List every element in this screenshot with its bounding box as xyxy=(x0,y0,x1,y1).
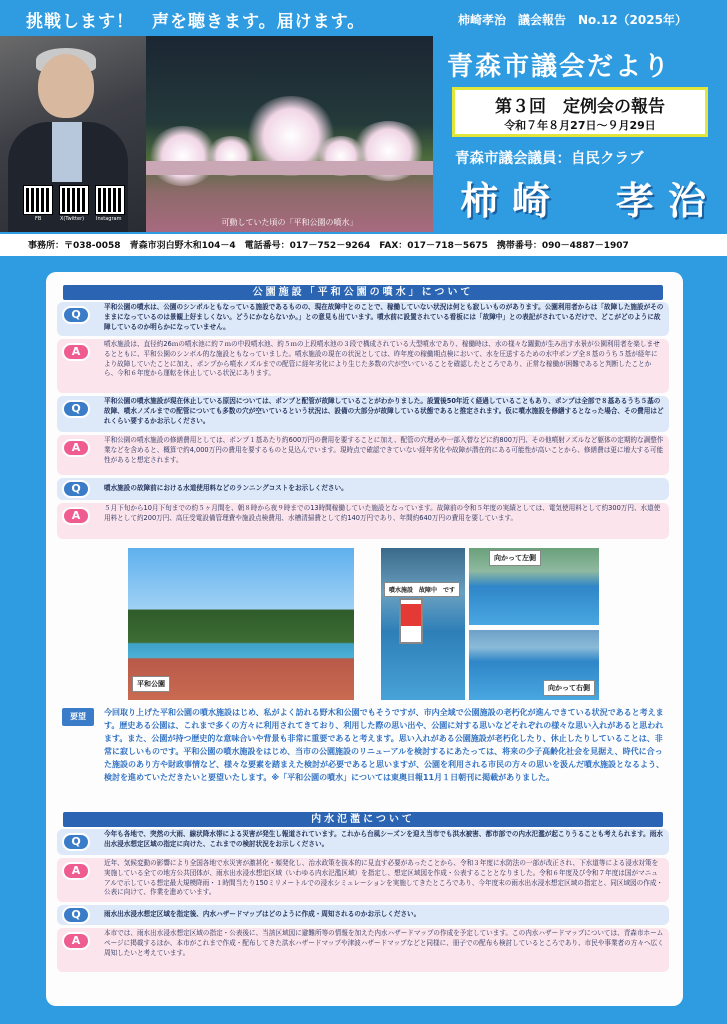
answer-text: 本市では、雨水出水浸水想定区域の指定・公表後に、当該区域図に避難所等の情報を加えた内水ハザードマップの作成を予定しています。この内水ハザードマップについては、青森市ホームページに掲載するほか、本市がこれまで作成・配布してきた洪水ハザードマップや津波ハザードマップなどと同様に、冊子での配布も検討しているところであり、市民や事業者の方々へ広く周知したいと考えています。 xyxy=(104,929,664,957)
section-heading-flood: 内水氾濫について xyxy=(63,812,663,827)
answer-icon: A xyxy=(62,862,90,880)
qr-facebook[interactable] xyxy=(24,186,52,214)
answer-icon: A xyxy=(62,932,90,950)
question-text: 平和公園の噴水は、公園のシンボルともなっている施設であるものの、現在故障中とのことで、稼働していない状況は何とも寂しいものがあります。公園利用者からは「故障した施設がそのままになっているのは景観上好ましくない。どうにかならないか。」との意見も出ています。噴水前に設置されている看板には「故障中」との表記がされているだけで、どこがどのように故障しているのか明らかになっていません。 xyxy=(104,303,664,331)
member-name: 柿崎 孝治 xyxy=(460,179,721,223)
question-text: 雨水出水浸水想定区域を指定後、内水ハザードマップはどのように作成・周知されるのかお示しください。 xyxy=(104,910,421,918)
question-icon: Q xyxy=(62,833,90,851)
answer-text: 近年、気候変動の影響により全国各地で水災害が激甚化・頻発化し、治水政策を抜本的に見直す必要があったことから、令和３年度に水防法の一部が改正され、下水道等による浸水対策を実施している全ての地方公共団体が、雨水出水浸水想定区域（いわゆる内水氾濫区域）を指定し、想定区域図を作成・公表することとなりました。令和６年度及び令和７年度は国がマニュアルで示している想定最大規模降雨・１時間当たり150ミリメートルでの浸水シミュレーションを実施してきたところであり、今年度末の雨水出水浸水想定区域の指定と、同区域図の作成・公表に向けて、作業を進めています。 xyxy=(104,859,664,897)
request-badge: 要望 xyxy=(62,708,94,726)
answer-text: 噴水施設は、直径約26ｍの噴水池に約７ｍの中段噴水池、約５ｍの上段噴水池の３段で構成されている大型噴水であり、稼働時は、水の様々な躍動が生み出す水景が公園利用者を楽しませるとともに、平和公園のシンボル的な施設ともなっていました。噴水施設の現在の状況としては、昨年度の稼働期点検において、水を圧送するための水中ポンプ全８基のうち５基が経年により故障していたことに加え、ポンプから噴水ノズルまでの配管に経年劣化により生じた多数の穴が空いていることを確認したところであり、正常な稼働が困難であると判断したことから、今和６年度から運転を休止している状況にあります。 xyxy=(104,340,660,378)
answer-icon: A xyxy=(62,507,90,525)
session-box xyxy=(452,87,708,137)
photo-label: 噴水施設 故障中 です xyxy=(384,582,460,597)
section-heading-fountain: 公園施設「平和公園の噴水」について xyxy=(63,285,663,300)
newsletter-title: 青森市議会だより xyxy=(447,52,672,82)
photo-label: 平和公園 xyxy=(132,676,170,692)
fountain-right-photo xyxy=(469,630,599,700)
photo-caption: 可動していた頃の「平和公園の噴水」 xyxy=(221,218,358,227)
question-text: 平和公園の噴水施設が現在休止している原因については、ポンプと配管が故障していることがわかりました。設置後50年近く経過していることもあり、ポンプは全部で８基あるうち５基の故障、噴水ノズルまでの配管についても多数の穴が空いているという状況は、設備の大部分が故障している状態であると推定されます。仮に噴水施設を修繕するとなった場合、その費用はどれくらい要するかお示しください。 xyxy=(104,397,664,425)
photo-label: 向かって左側 xyxy=(489,550,541,566)
office-contact: 事務所：〒038-0058 青森市羽白野木和104－4 電話番号：017－752－9264 FAX：017－718－5675 携帯番号：090－4887－1907 xyxy=(0,234,727,256)
session-period: 令和７年８月27日～９月29日 xyxy=(504,119,656,132)
question-icon: Q xyxy=(62,400,90,418)
fountain-left-photo xyxy=(469,548,599,625)
answer-text: 平和公園の噴水施設の修繕費用としては、ポンプ１基あたり約600万円の費用を要することに加え、配管の穴埋めや一部入替などに約800万円、その他噴射ノズルなど躯体の定期的な調整作業などを含めると、概算で約4,000万円の費用を要するものと見込んでいます。現時点で確認できていない経年劣化や故障が潜在的にある可能性が高いことから、修繕費は更に増大する可能性があると想定されます。 xyxy=(104,436,664,464)
park-photo xyxy=(128,548,354,700)
question-text: 今年も各地で、突然の大雨、線状降水帯による災害が発生し報道されています。これから台風シーズンを迎え当市でも洪水被害、都市部での内水氾濫が起こりうることも考えられます。雨水出水浸水想定区域の指定に向けた、これまでの検討状況をお示しください。 xyxy=(104,830,663,848)
qr-label: Instagram xyxy=(96,216,122,222)
qr-label: FB xyxy=(35,216,42,222)
affiliation: 青森市議会議員：自民クラブ xyxy=(455,151,644,167)
question-icon: Q xyxy=(62,480,90,498)
qr-label: X(Twitter) xyxy=(60,216,85,222)
qr-codes xyxy=(24,186,124,214)
slogan: 挑戦します！ 声を聴きます。届けます。 xyxy=(26,12,366,32)
broken-sign-photo xyxy=(381,548,465,700)
question-icon: Q xyxy=(62,906,90,924)
photo-label: 向かって右側 xyxy=(543,680,595,696)
fountain-photo xyxy=(146,36,433,232)
qr-instagram[interactable] xyxy=(96,186,124,214)
answer-text: ５月下旬から10月下旬までの約５ヶ月間を、朝８時から夜９時までの13時間稼働していた施設となっています。故障前の令和５年度の実績としては、電気使用料として約300万円、水道使用料として約200万円、高圧受電設備管理費や施設点検費用、水槽清掃費として約140万円であり、年間約640万円の費用を要しています。 xyxy=(104,504,661,522)
answer-icon: A xyxy=(62,343,90,361)
question-icon: Q xyxy=(62,306,90,324)
qr-x[interactable] xyxy=(60,186,88,214)
answer-icon: A xyxy=(62,439,90,457)
session-title: 第３回 定例会の報告 xyxy=(495,97,665,117)
request-text: 今回取り上げた平和公園の噴水施設はじめ、私がよく訪れる野木和公園でもそうですが、市内全域で公園施設の老朽化が進んできている状況であると考えます。歴史ある公園は、これまで多くの方々に利用されてきており、利用した際の思い出や、公園に対する思いなどそれぞれの様々な思い入れがあると思われます。また、公園が持つ歴史的な意味合いや背景も非常に重要であると考えます。思い入れがある公園施設が老朽化したり、休止したりしていることは、非常に寂しいものです。平和公園の噴水施設をはじめ、当市の公園施設のリニューアルを検討するにあたっては、将来の少子高齢化社会を見据え、時代に合った施設のあり方や財政事情など、様々な要素を踏まえた検討が必要であると思いますが、公園を利用される市民の方々の思いを汲んだ噴水施設となるよう、検討を進めていただきたいと要望いたします。※「平和公園の噴水」については東奥日報11月１日朝刊に掲載がありました。 xyxy=(104,708,664,782)
question-text: 噴水施設の故障前における水道使用料などのランニングコストをお示しください。 xyxy=(104,484,348,492)
issue-number: 柿崎孝治 議会報告 No.12（2025年） xyxy=(458,13,687,27)
